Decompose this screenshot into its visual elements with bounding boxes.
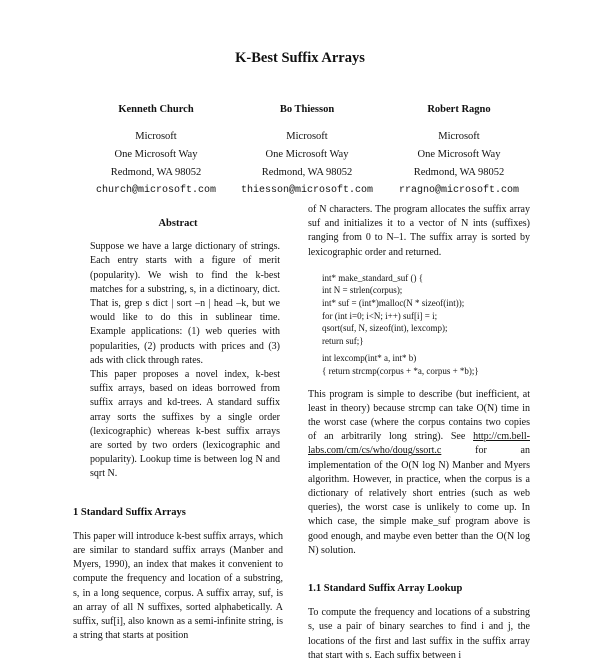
code-line: int* suf = (int*)malloc(N * sizeof(int));	[322, 298, 465, 308]
author-email: thiesson@microsoft.com	[240, 185, 374, 196]
right-column	[308, 203, 530, 663]
author-block-church	[71, 101, 241, 200]
author-email: church@microsoft.com	[95, 185, 217, 196]
author-street: One Microsoft Way	[114, 149, 198, 160]
author-org: Microsoft	[135, 131, 177, 142]
paper-title: K-Best Suffix Arrays	[235, 50, 365, 66]
author-city: Redmond, WA 98052	[261, 167, 353, 178]
source-link[interactable]: http://cm.bell-labs.com/cm/cs/who/doug/ssort.c	[308, 431, 530, 457]
author-email: rragno@microsoft.com	[398, 185, 520, 196]
left-column	[73, 217, 283, 643]
author-block-thiesson	[222, 101, 392, 200]
code-line: return suf;}	[322, 335, 364, 346]
code-line: int N = strlen(corpus);	[322, 285, 403, 296]
author-org: Microsoft	[286, 131, 328, 142]
abstract-heading: Abstract	[158, 218, 198, 229]
author-city: Redmond, WA 98052	[110, 167, 202, 178]
author-name: Robert Ragno	[427, 104, 491, 115]
body-paragraph: To compute the frequency and locations of a substring s, use a pair of binary searches to find i and j, the locations of the first and last suffix in the suffix array that start with s. Each suffix between i	[308, 607, 530, 661]
section-heading: 1 Standard Suffix Arrays	[73, 506, 186, 518]
code-line: { return strcmp(corpus + *a, corpus + *b);}	[322, 365, 479, 376]
body-paragraph: of N characters. The program allocates the suffix array suf and initializes it to a vector of N ints (suffixes) ranging from 0 to N–1. The suffix array is sorted by lexicographic order and returned.	[308, 204, 530, 258]
author-block-ragno	[374, 101, 544, 200]
author-name: Kenneth Church	[118, 104, 194, 115]
subsection-heading: 1.1 Standard Suffix Array Lookup	[308, 583, 463, 594]
code-line: int lexcomp(int* a, int* b)	[322, 353, 417, 364]
author-street: One Microsoft Way	[417, 149, 501, 160]
author-name: Bo Thiesson	[279, 104, 335, 115]
abstract-paragraph: Suppose we have a large dictionary of strings. Each entry starts with a figure of merit (popularity). We wish to find the k-best matches for a substring, s, in a dictinoary, dict. That is, grep s dict | sort –n | head –k, but we would like to do this in sublinear time. Example applications: (1) web queries with popularities, (2) products with prices and (3) ads with click through rates.	[90, 241, 280, 366]
abstract-paragraph: This paper proposes a novel index, k-best suffix arrays, based on ideas borrowed from suffix arrays and kd-trees. A standard suffix array sorts the suffixes by a single order (lexicographic) whereas k-best suffix arrays are sorted by two orders (lexicographic and popularity). Lookup time is between log N and sqrt N.	[90, 369, 280, 480]
author-org: Microsoft	[438, 131, 480, 142]
abstract-body	[73, 240, 283, 481]
code-block	[322, 272, 530, 378]
body-paragraph: This paper will introduce k-best suffix arrays, which are similar to standard suffix arrays (Manber and Myers, 1990), an index that makes it convenient to compute the frequency and location of a substring, s, in a long sequence, corpus. A suffix array, suf, is an array of all N suffixes, sorted alphabetically. A suffix, suf[i], also known as a semi-infinite string, is a string that starts at position	[73, 530, 283, 642]
author-street: One Microsoft Way	[265, 149, 349, 160]
body-text: for an implementation of the O(N log N) Manber and Myers algorithm. However, in practice, when the corpus is a dictionary of relatively short entries (such as web queries), the worst case is unlikely to come up. In which case, the simple make_suf program above is good enough, and maybe even better than the O(N log N) solution.	[308, 445, 530, 556]
author-city: Redmond, WA 98052	[413, 167, 505, 178]
code-line: int* make_standard_suf () {	[322, 272, 424, 283]
body-text: This program is simple to describe (but inefficient, at least in theory) because strcmp can take O(N) time in the worst case (where the corpus contains two copies of an arbitrarily long string). See	[308, 388, 530, 443]
code-line: for (int i=0; i<N; i++) suf[i] = i;	[322, 310, 438, 321]
code-line: qsort(suf, N, sizeof(int), lexcomp);	[322, 323, 448, 334]
body-paragraph	[308, 388, 530, 558]
